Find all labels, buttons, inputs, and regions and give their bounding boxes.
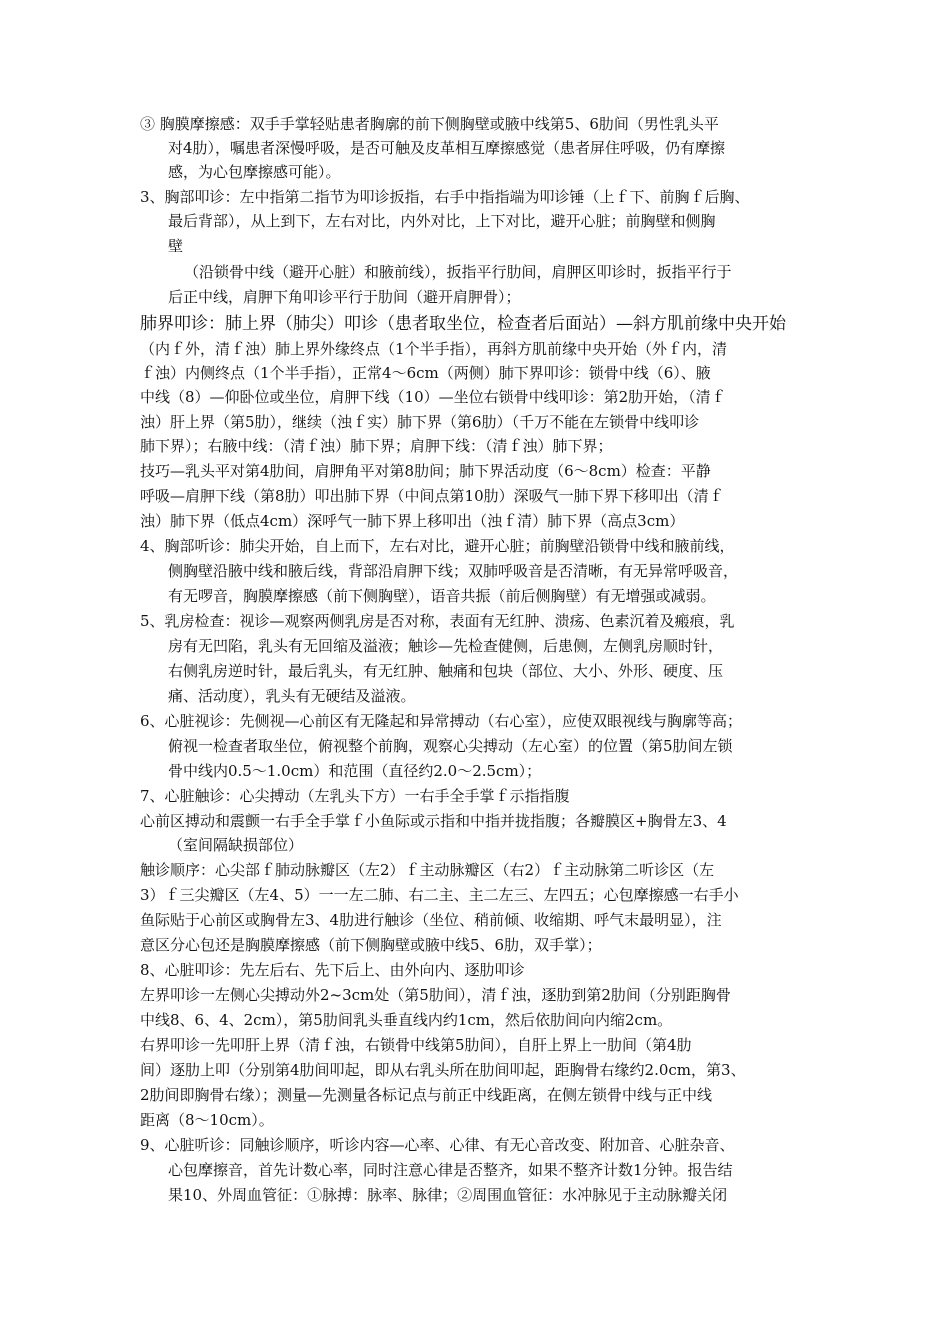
text-line: 浊）肝上界（第5肋），继续（浊ｆ实）肺下界（第6肋）（千万不能在左锁骨中线叩诊 (140, 413, 700, 431)
text-line: 骨中线内0.5〜1.0cm）和范围（直径约2.0〜2.5cm）； (168, 762, 542, 780)
text-line: 心包摩擦音，首先计数心率，同时注意心律是否整齐，如果不整齐计数1分钟。报告结 (168, 1161, 733, 1179)
text-line: 间）逐肋上叩（分别第4肋间叩起，即从右乳头所在肋间叩起，距胸骨右缘约2.0cm，第3、 (140, 1061, 746, 1079)
text-line: 3）ｆ三尖瓣区（左4、5）一一左二肺、右二主、主二左三、左四五；心包摩擦感一右手小 (140, 886, 739, 904)
text-line: 距离（8〜10cm）。 (140, 1111, 274, 1129)
text-line: 对4肋），嘱患者深慢呼吸，是否可触及皮革相互摩擦感觉（患者屏住呼吸，仍有摩擦 (168, 139, 726, 157)
text-line: 右侧乳房逆时针，最后乳头，有无红肿、触痛和包块（部位、大小、外形、硬度、压 (168, 662, 724, 680)
text-line: 2肋间即胸骨右缘）；测量—先测量各标记点与前正中线距离，在侧左锁骨中线与正中线 (140, 1086, 713, 1104)
text-line: 意区分心包还是胸膜摩擦感（前下侧胸壁或腋中线5、6肋，双手掌）； (140, 936, 602, 954)
text-line: 心前区搏动和震颤一右手全手掌ｆ小鱼际或示指和中指并拢指腹；各瓣膜区+胸骨左3、4 (140, 812, 727, 830)
text-line: 呼吸—肩胛下线（第8肋）叩出肺下界（中间点第10肋）深吸气一肺下界下移叩出（清ｆ (140, 487, 724, 505)
text-line: 3、胸部叩诊：左中指第二指节为叩诊扳指，右手中指指端为叩诊锤（上ｆ下、前胸ｆ后胸、 (140, 188, 750, 206)
text-line: 鱼际贴于心前区或胸骨左3、4肋进行触诊（坐位、稍前倾、收缩期、呼气末最明显），注 (140, 911, 722, 929)
text-line: 房有无凹陷，乳头有无回缩及溢液；触诊—先检查健侧，后患侧，左侧乳房顺时针， (168, 637, 724, 655)
text-line: 6、心脏视诊：先侧视—心前区有无隆起和异常搏动（右心室），应使双眼视线与胸廓等高； (140, 712, 743, 730)
text-line: 侧胸壁沿腋中线和腋后线，背部沿肩胛下线；双肺呼吸音是否清晰，有无异常呼吸音， (168, 562, 739, 580)
text-line: 左界叩诊一左侧心尖搏动外2~3cm处（第5肋间），清ｆ浊，逐肋到第2肋间（分别距胸骨 (140, 986, 731, 1004)
text-line: 8、心脏叩诊：先左后右、先下后上、由外向内、逐肋叩诊 (140, 961, 525, 979)
text-line: 触诊顺序：心尖部ｆ肺动脉瓣区（左2）ｆ主动脉瓣区（右2）ｆ主动脉第二听诊区（左 (140, 861, 715, 879)
text-line: 肺下界）；右腋中线：（清ｆ浊）肺下界；肩胛下线：（清ｆ浊）肺下界； (140, 437, 613, 455)
text-line: 5、乳房检查：视诊—观察两侧乳房是否对称，表面有无红肿、溃疡、色素沉着及瘢痕，乳 (140, 612, 735, 630)
text-line: 4、胸部听诊：肺尖开始，自上而下，左右对比，避开心脏；前胸壁沿锁骨中线和腋前线， (140, 537, 735, 555)
text-line: 技巧—乳头平对第4肋间，肩胛角平对第8肋间；肺下界活动度（6〜8cm）检查：平静 (140, 462, 711, 480)
text-line: （内ｆ外，清ｆ浊）肺上界外缘终点（1个半手指），再斜方肌前缘中央开始（外ｆ内，清 (140, 340, 728, 358)
text-line: 感，为心包摩擦感可能）。 (168, 163, 341, 181)
text-line: 中线8、6、4、2cm），第5肋间乳头垂直线内约1cm，然后依肋间向内缩2cm。 (140, 1011, 673, 1029)
text-line: 最后背部），从上到下，左右对比，内外对比，上下对比，避开心脏；前胸壁和侧胸 (168, 212, 716, 230)
text-line: 有无啰音，胸膜摩擦感（前下侧胸壁），语音共振（前后侧胸壁）有无增强或减弱。 (168, 587, 716, 605)
text-line: 7、心脏触诊：心尖搏动（左乳头下方）一右手全手掌ｆ示指指腹 (140, 787, 570, 805)
text-line: ③ 胸膜摩擦感：双手手掌轻贴患者胸廓的前下侧胸壁或腋中线第5、6肋间（男性乳头平 (140, 115, 719, 133)
text-line: ｆ浊）内侧终点（1个半手指），正常4〜6cm（两侧）肺下界叩诊：锁骨中线（6）、腋 (140, 364, 711, 382)
text-line: 浊）肺下界（低点4cm）深呼气一肺下界上移叩出（浊ｆ清）肺下界（高点3cm） (140, 512, 685, 530)
text-line: 后正中线，肩胛下角叩诊平行于肋间（避开肩胛骨）； (168, 288, 521, 306)
text-line: 肺界叩诊：肺上界（肺尖）叩诊（患者取坐位，检查者后面站）—斜方肌前缘中央开始 (140, 314, 786, 334)
text-line: （室间隔缺损部位） (168, 836, 304, 854)
text-line: 9、心脏听诊：同触诊顺序，听诊内容—心率、心律、有无心音改变、附加音、心脏杂音、 (140, 1136, 735, 1154)
text-line: （沿锁骨中线（避开心脏）和腋前线），扳指平行肋间，肩胛区叩诊时，扳指平行于 (184, 263, 732, 281)
text-line: 痛、活动度），乳头有无硬结及溢液。 (168, 687, 416, 705)
text-line: 右界叩诊一先叩肝上界（清ｆ浊，右锁骨中线第5肋间），自肝上界上一肋间（第4肋 (140, 1036, 692, 1054)
text-line: 中线（8）—仰卧位或坐位，肩胛下线（10）—坐位右锁骨中线叩诊：第2肋开始，（清ｆ (140, 388, 726, 406)
text-line: 壁 (168, 237, 184, 255)
text-line: 俯视一检查者取坐位，俯视整个前胸，观察心尖搏动（左心室）的位置（第5肋间左锁 (168, 737, 733, 755)
text-line: 果10、外周血管征：①脉搏：脉率、脉律；②周围血管征：水冲脉见于主动脉瓣关闭 (168, 1186, 728, 1204)
